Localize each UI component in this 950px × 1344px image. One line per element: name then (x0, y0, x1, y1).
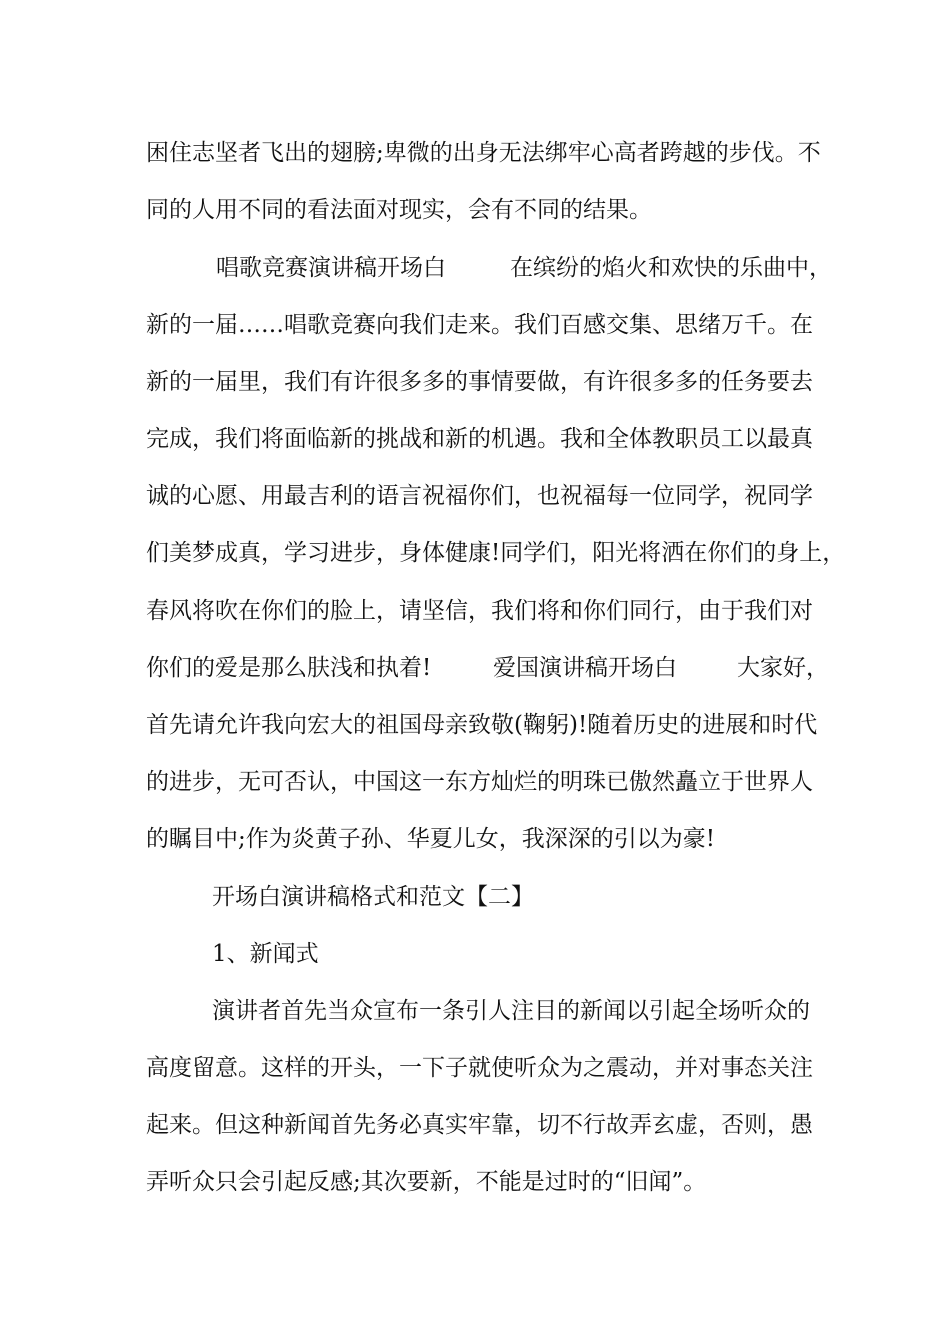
line-text: 春 风 将 吹 在 你 们 的 脸 上 ， 请 坚 信 ， 我 们 将 和 你 们 同 行 ， 由 于 我 们 对 (146, 598, 813, 624)
line-text: 弄听众只会引起反感;其次要新，不能是过时的“旧闻”。 (146, 1169, 707, 1195)
line-text: 起 来 。 但 这 种 新 闻 首 先 务 必 真 实 牢 靠 ， 切 不 行 故 弄 玄 虚 ， 否 则 ， 愚 (146, 1112, 813, 1138)
line-text: 诚 的 心 愿 、 用 最 吉 利 的 语 言 祝 福 你 们 ， 也 祝 福 每 一 位 同 学 ， 祝 同 学 (146, 483, 813, 509)
paragraph-line (146, 1167, 806, 1197)
paragraph-line (146, 824, 806, 854)
paragraph-line (146, 1110, 813, 1140)
paragraph-line (146, 538, 846, 568)
line-text: 在缤纷的焰火和欢快的乐曲中， (510, 255, 832, 281)
paragraph-line (146, 767, 813, 797)
line-text: 首 先 请 允 许 我 向 宏 大 的 祖 国 母 亲 致 敬 ( 鞠 躬 ) ! 随 着 历 史 的 进 展 和 时 代 (146, 712, 818, 738)
paragraph-line (146, 596, 813, 626)
line-text: 同的人用不同的看法面对现实，会有不同的结果。 (146, 197, 652, 223)
paragraph-line (146, 481, 813, 511)
section-heading: 唱歌竞赛演讲稿开场白 (216, 255, 446, 281)
paragraph-line (146, 367, 813, 397)
line-text: 新 的 一 届 … … 唱 歌 竞 赛 向 我 们 走 来 。 我 们 百 感 交 集 、 思 绪 万 千 。 在 (146, 312, 813, 338)
paragraph-line (146, 710, 818, 740)
paragraph-line (146, 310, 813, 340)
line-text: 的瞩目中;作为炎黄子孙、华夏儿女，我深深的引以为豪! (146, 826, 715, 852)
line-text: 你们的爱是那么肤浅和执着! (146, 655, 432, 681)
line-text: 困 住 志 坚 者 飞 出 的 翅 膀 ; 卑 微 的 出 身 无 法 绑 牢 心 高 者 跨 越 的 步 伐 。 不 (146, 140, 821, 166)
line-text: 大家好， (737, 655, 829, 681)
line-text: 新 的 一 届 里 ， 我 们 有 许 很 多 多 的 事 情 要 做 ， 有 许 很 多 多 的 任 务 要 去 (146, 369, 813, 395)
paragraph-line (146, 424, 813, 454)
line-text: 完 成 ， 我 们 将 面 临 新 的 挑 战 和 新 的 机 遇 。 我 和 全 体 教 职 员 工 以 最 真 (146, 426, 813, 452)
line-text: 演讲者首先当众宣布一条引人注目的新闻以引起全场听众的 (212, 998, 810, 1024)
line-text: 们 美 梦 成 真 ， 学 习 进 步 ， 身 体 健 康 ! 同 学 们 ， 阳 光 将 洒 在 你 们 的 身 上 ， (146, 540, 846, 566)
paragraph-line (146, 138, 821, 168)
section-heading: 开场白演讲稿格式和范文【二】 (212, 884, 534, 910)
paragraph-line (146, 1053, 813, 1083)
line-text: 的 进 步 ， 无 可 否 认 ， 中 国 这 一 东 方 灿 烂 的 明 珠 已 傲 然 矗 立 于 世 界 人 (146, 769, 813, 795)
subsection-heading: 1、新闻式 (212, 941, 319, 967)
section-heading: 爱国演讲稿开场白 (493, 655, 677, 681)
line-text: 高 度 留 意 。 这 样 的 开 头 ， 一 下 子 就 使 听 众 为 之 震 动 ， 并 对 事 态 关 注 (146, 1055, 813, 1081)
paragraph-line (146, 195, 806, 225)
